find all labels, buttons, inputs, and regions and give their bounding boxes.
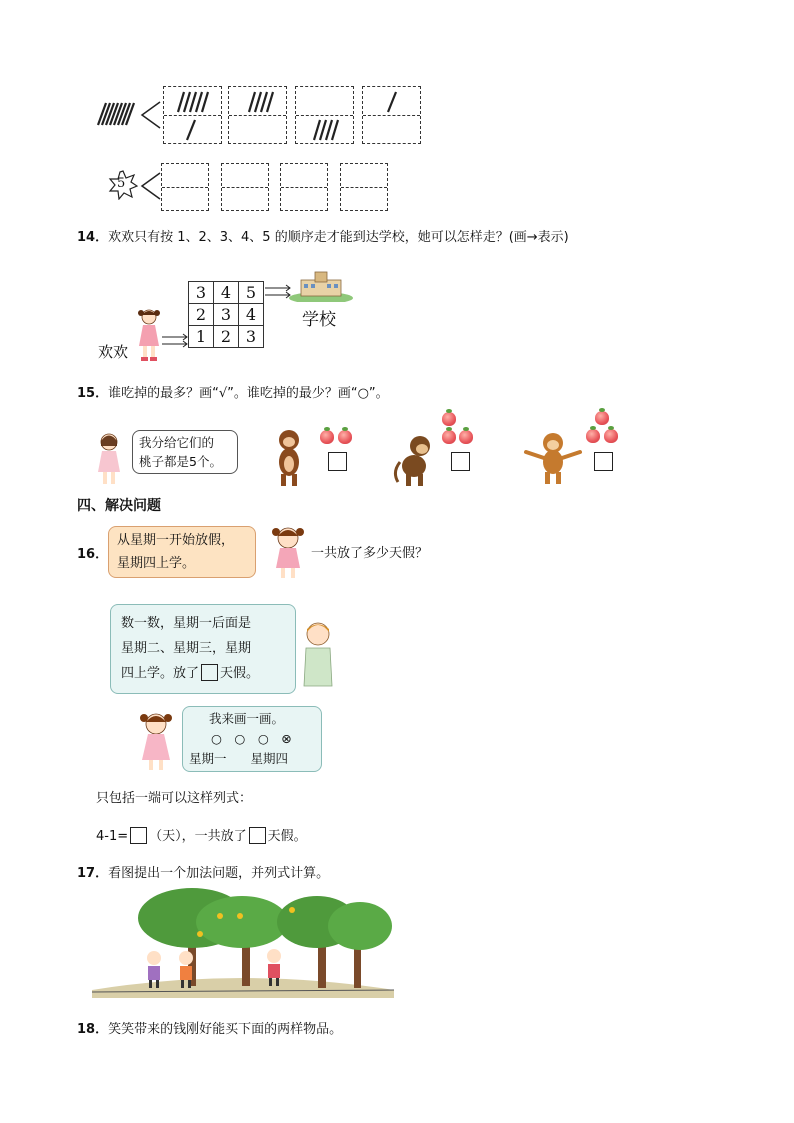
boy-line-1: 数一数，星期一后面是 <box>121 616 252 631</box>
speech-bubble-holiday <box>108 526 256 578</box>
peach-icon <box>338 430 352 444</box>
number-grid <box>188 281 264 348</box>
boy-line-2: 星期二、星期三，星期 <box>121 641 252 656</box>
star-number: 5 <box>117 176 126 191</box>
grid-cell[interactable]: 3 <box>214 304 239 326</box>
school-icon <box>289 270 353 302</box>
days-answer-box[interactable] <box>201 664 218 681</box>
q15-text: 15．谁吃掉的最多？画“√”。谁吃掉的最少？画“○”。 <box>77 386 389 401</box>
sticks-icon <box>245 90 275 114</box>
answer-box-monkey-1[interactable] <box>328 452 347 471</box>
q16-question: 一共放了多少天假？ <box>311 546 429 561</box>
bubble-line-2: 星期四上学。 <box>117 556 196 571</box>
day-end-label: 星期四 <box>250 751 289 766</box>
girl-label: 欢欢 <box>98 343 129 361</box>
split-box-8[interactable] <box>340 163 388 211</box>
q18-text: 18．笑笑带来的钱刚好能买下面的两样物品。 <box>77 1022 343 1037</box>
draw-title: 我来画一画。 <box>209 711 285 726</box>
monkey-2-figure <box>392 432 436 488</box>
section-title-problem-solving: 四、解决问题 <box>77 498 161 514</box>
speech-bubble-boy <box>110 604 296 694</box>
stick-icon <box>184 118 198 142</box>
split-bracket-2 <box>138 171 162 201</box>
peach-icon <box>586 429 600 443</box>
girl-figure <box>94 432 124 488</box>
sticks-icon <box>174 90 214 114</box>
sticks-icon <box>310 118 346 142</box>
split-box-7[interactable] <box>280 163 328 211</box>
split-box-1[interactable] <box>163 86 222 144</box>
grid-cell[interactable]: 2 <box>214 326 239 348</box>
answer-box-monkey-3[interactable] <box>594 452 613 471</box>
days-row <box>189 749 315 769</box>
speech-line-1: 我分给它们的 <box>139 435 215 450</box>
peach-icon <box>595 411 609 425</box>
circles-drawing: ○ ○ ○ ⊗ <box>211 731 292 746</box>
split-box-5[interactable] <box>161 163 209 211</box>
forest-children-illustration <box>92 886 394 1006</box>
grid-cell[interactable]: 5 <box>239 282 264 304</box>
q14-text: 14．欢欢只有按 1、2、3、4、5 的顺序走才能到达学校，她可以怎样走？(画→表示) <box>77 230 569 245</box>
star-number-figure <box>108 170 138 200</box>
girl-figure-2 <box>266 524 310 580</box>
sticks-bundle-figure <box>96 101 138 127</box>
grid-cell[interactable]: 1 <box>189 326 214 348</box>
boy-line-3: 四上学。放了 天假。 <box>121 666 260 681</box>
speech-bubble-draw <box>182 706 322 772</box>
boy-figure <box>300 620 336 688</box>
grid-row <box>189 326 264 348</box>
q16-formula: 4-1= （天），一共放了 天假。 <box>96 829 307 844</box>
answer-box-monkey-2[interactable] <box>451 452 470 471</box>
monkey-3-figure <box>522 430 584 486</box>
split-box-2[interactable] <box>228 86 287 144</box>
grid-cell[interactable]: 4 <box>214 282 239 304</box>
speech-bubble-peaches <box>132 430 238 474</box>
grid-cell[interactable]: 3 <box>239 326 264 348</box>
day-start-label: 星期一 <box>189 751 227 766</box>
grid-cell[interactable]: 2 <box>189 304 214 326</box>
peach-icon <box>320 430 334 444</box>
peach-icon <box>442 430 456 444</box>
grid-cell[interactable]: 3 <box>189 282 214 304</box>
speech-line-2: 桃子都是5个。 <box>139 454 222 469</box>
stick-icon <box>385 90 399 114</box>
start-arrows <box>160 332 190 352</box>
split-bracket-1 <box>138 100 162 130</box>
school-label: 学校 <box>302 310 336 330</box>
formula-answer-box-2[interactable] <box>249 827 266 844</box>
split-box-3[interactable] <box>295 86 354 144</box>
q16-hint: 只包括一端可以这样列式： <box>96 791 253 806</box>
q16-number: 16． <box>77 547 109 562</box>
peach-icon <box>604 429 618 443</box>
q17-text: 17．看图提出一个加法问题，并列式计算。 <box>77 866 330 881</box>
monkey-1-figure <box>270 428 308 488</box>
peach-icon <box>442 412 456 426</box>
grid-row <box>189 304 264 326</box>
girl-figure-3 <box>134 710 178 774</box>
split-box-6[interactable] <box>221 163 269 211</box>
grid-cell[interactable]: 4 <box>239 304 264 326</box>
grid-row <box>189 282 264 304</box>
formula-answer-box-1[interactable] <box>130 827 147 844</box>
peach-icon <box>459 430 473 444</box>
split-box-4[interactable] <box>362 86 421 144</box>
bubble-line-1: 从星期一开始放假， <box>117 533 235 548</box>
